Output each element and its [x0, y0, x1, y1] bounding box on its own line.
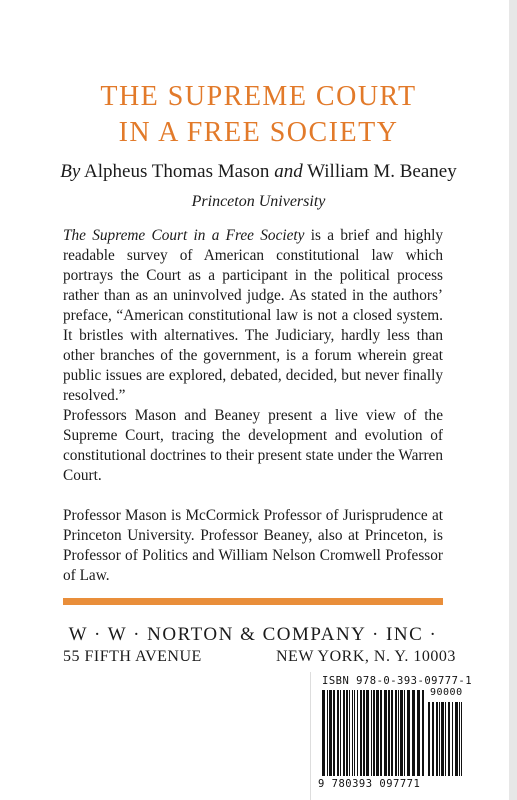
description-paragraph-2: Professors Mason and Beaney present a live view of the Supreme Court, tracing the development and evolution of constitutional doctrines to their present state under the Warren Court. [63, 407, 443, 484]
and-label: and [274, 161, 303, 182]
barcode-bar [373, 690, 375, 776]
barcode-bar [388, 690, 390, 776]
barcode-bar [327, 690, 328, 776]
barcode-bar [436, 702, 438, 776]
barcode-bar [461, 702, 462, 776]
description-paragraph-1 [63, 226, 443, 406]
barcode-bar [398, 690, 399, 776]
barcode-bar [391, 690, 393, 776]
barcode-bar [432, 702, 434, 776]
barcode-bar [329, 690, 332, 776]
publisher-name: W · W · NORTON & COMPANY · INC · [68, 624, 438, 645]
barcode-bar [343, 690, 345, 776]
barcode-bar [459, 702, 460, 776]
barcode-bar [340, 690, 341, 776]
ean-digits: 9 780393 097771 [318, 778, 421, 790]
price-barcode-image [428, 702, 464, 776]
barcode-bar [412, 690, 415, 776]
barcode-bar [346, 690, 348, 776]
author-byline [0, 161, 517, 183]
barcode-bar [360, 690, 362, 776]
barcode-bar [380, 690, 382, 776]
barcode-bar [455, 702, 458, 776]
author-affiliation: Princeton University [191, 193, 326, 210]
author-2: William M. Beaney [307, 161, 457, 182]
barcode-bar [363, 690, 365, 776]
isbn-label: ISBN 978-0-393-09777-1 [322, 675, 473, 687]
barcode-bar [404, 690, 405, 776]
barcode-bar [452, 702, 453, 776]
author-1: Alpheus Thomas Mason [84, 161, 270, 182]
barcode-bar [441, 702, 444, 776]
price-code-digits: 90000 [430, 687, 463, 698]
barcode-bar [337, 690, 339, 776]
barcode-bar [395, 690, 397, 776]
book-title-line-1: THE SUPREME COURT [100, 81, 417, 112]
description-p1-text: is a brief and highly readable survey of American constitutional law which portrays the Court as a participant in the political process rather than as an uninvolved judge. As stated in the authors’ preface, “American constitutional law is not a closed system. It bristles with alternatives. The Judiciary, hardly less than other branches of the government, is a forum wherein great public issues are explored, debated, decided, but never finally resolved.” [63, 227, 443, 404]
ean-barcode-image [322, 690, 426, 776]
barcode-bar [417, 690, 420, 776]
barcode-bar [354, 690, 355, 776]
barcode-bar [349, 690, 350, 776]
publisher-city-address: NEW YORK, N. Y. 10003 [276, 648, 456, 665]
barcode-bar [376, 690, 379, 776]
book-title-line-2: IN A FREE SOCIETY [118, 117, 399, 148]
barcode-bar [366, 690, 369, 776]
barcode-bar [333, 690, 335, 776]
barcode-bar [445, 702, 446, 776]
barcode-bar [448, 702, 450, 776]
barcode-bar [352, 690, 353, 776]
barcode-bar [428, 702, 430, 776]
barcode-bar [322, 690, 325, 776]
page-edge-strip [509, 0, 517, 800]
barcode-bar [422, 690, 424, 776]
description-paragraph-3: Professor Mason is McCormick Professor of Jurisprudence at Princeton University. Professor Beaney, also at Princeton, is Professor of Politics and William Nelson Cromwell Professor of Law. [63, 507, 443, 584]
by-label: By [60, 161, 81, 182]
orange-divider-rule [63, 598, 443, 605]
barcode-bar [400, 690, 403, 776]
barcode-bar [439, 702, 440, 776]
barcode-bar [371, 690, 372, 776]
barcode-bar [384, 690, 387, 776]
publisher-street-address: 55 FIFTH AVENUE [63, 648, 202, 665]
barcode-bar [407, 690, 410, 776]
description-book-title: The Supreme Court in a Free Society [63, 227, 305, 244]
barcode-bar [357, 690, 358, 776]
